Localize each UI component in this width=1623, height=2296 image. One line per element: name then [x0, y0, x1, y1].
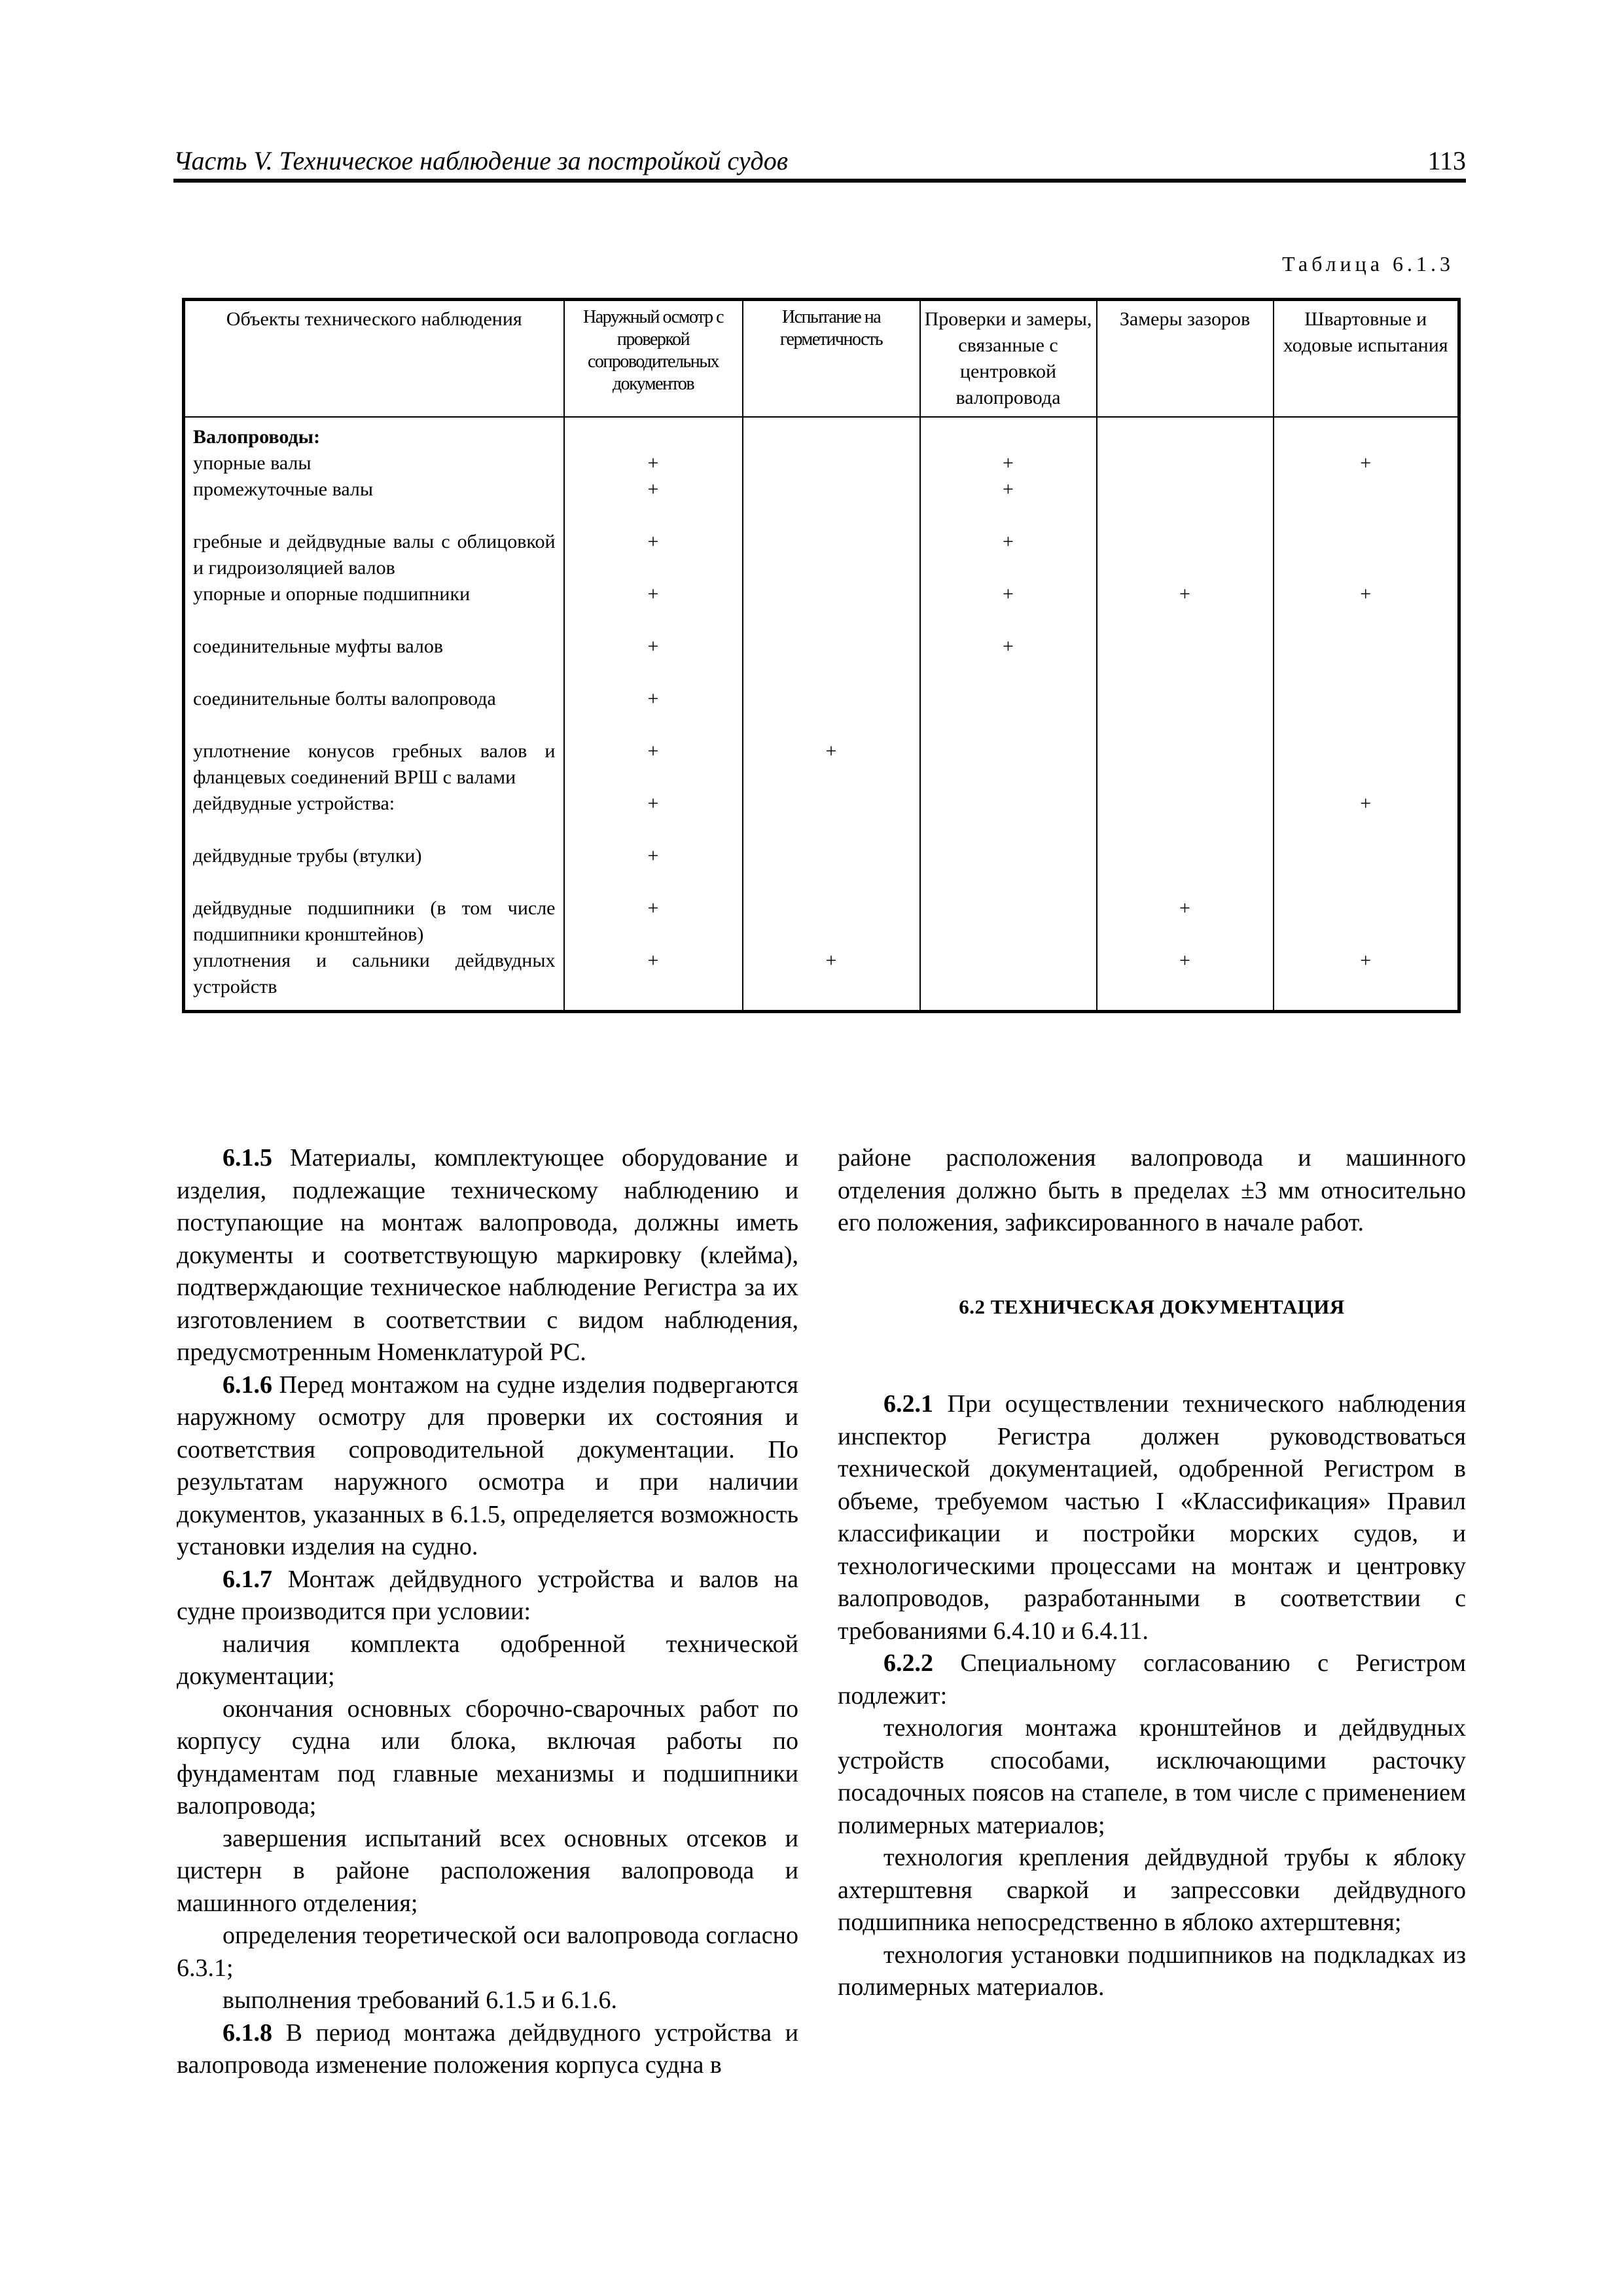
running-title: Часть V. Техническое наблюдение за постройкой судов [173, 146, 789, 175]
paragraph-condition: завершения испытаний всех основных отсеков и цистерн в районе расположения валопровода и машинного отделения; [177, 1824, 798, 1917]
paragraph-continuation: районе расположения валопровода и машинного отделения должно быть в пределах ±3 мм относительно его положения, зафиксированного в начале работ. [838, 1144, 1466, 1236]
paragraph-6-1-7 [177, 1564, 798, 1628]
table-row-label: соединительные муфты валов [193, 636, 444, 657]
clause-number: 6.1.8 [223, 2018, 272, 2047]
table-caption: Таблица 6.1.3 [1282, 252, 1454, 276]
marks-col-2 [743, 417, 920, 1012]
table-cell-mark [1274, 738, 1458, 791]
table-cell-mark [1097, 476, 1273, 529]
table-cell-mark [1097, 843, 1273, 895]
table-cell-mark: + [825, 950, 837, 971]
clause-number: 6.1.6 [223, 1371, 272, 1399]
table-cell-mark [743, 529, 919, 581]
table-cell-mark [1274, 843, 1458, 895]
clause-number: 6.2.2 [883, 1649, 933, 1677]
table-cell-mark [1274, 895, 1458, 948]
column-header-tightness-test: Испытание на герметичность [743, 300, 920, 418]
table-row-label: промежуточные валы [193, 478, 374, 500]
table-cell-mark [1097, 529, 1273, 581]
table-cell-mark [1097, 686, 1273, 738]
column-header-visual-inspection: Наружный осмотр с проверкой сопроводительных документов [564, 300, 743, 418]
paragraph-text: Монтаж дейдвудного устройства и валов на судне производится при условии: [177, 1565, 798, 1625]
table-cell-mark: + [647, 897, 659, 919]
table-row-label: уплотнение конусов гребных валов и фланцевых соединений ВРШ с валами [193, 740, 556, 788]
table-cell-mark: + [825, 740, 837, 762]
section-heading: 6.2 ТЕХНИЧЕСКАЯ ДОКУМЕНТАЦИЯ [959, 1295, 1345, 1318]
table-cell-mark [921, 948, 1096, 1010]
paragraph-6-2-1 [838, 1388, 1466, 1647]
table-header-row [184, 300, 1459, 418]
paragraph-condition: наличия комплекта одобренной технической документации; [177, 1630, 798, 1690]
paragraph-condition: определения теоретической оси валопровода согласно 6.3.1; [177, 1922, 798, 1982]
table-cell-mark: + [1003, 478, 1014, 500]
table-body-row [184, 417, 1459, 1012]
table-row-label: дейдвудные трубы (втулки) [193, 845, 422, 867]
table-row-label: упорные валы [193, 452, 312, 474]
right-text-column [838, 1142, 1466, 2004]
table-cell-mark [1274, 686, 1458, 738]
table-cell-mark: + [647, 636, 659, 657]
table-cell-mark [921, 791, 1096, 843]
table-row-label: дейдвудные подшипники (в том числе подшипники кронштейнов) [193, 897, 556, 945]
table-cell-mark: + [1179, 583, 1190, 605]
table-cell-mark: + [1003, 452, 1014, 474]
marks-col-3 [920, 417, 1097, 1012]
paragraph-text: Специальному согласованию с Регистром подлежит: [838, 1649, 1466, 1710]
paragraph-6-1-5 [177, 1142, 798, 1369]
paragraph-text: Перед монтажом на судне изделия подвергаются наружному осмотру для проверки их состояния и соответствия сопроводительной документации. По результатам наружного осмотра и при наличии документов, указанных в 6.1.5, определяется возможность установки изделия на судно. [177, 1371, 798, 1560]
table-cell-mark [1274, 634, 1458, 686]
table-cell-mark [1097, 791, 1273, 843]
table-cell-mark: + [1360, 583, 1372, 605]
column-header-alignment-checks: Проверки и замеры, связанные с центровкой валопровода [920, 300, 1097, 418]
group-title: Валопроводы: [193, 426, 321, 448]
table-cell-mark: + [647, 478, 659, 500]
table-cell-mark: + [1003, 583, 1014, 605]
paragraph-condition: выполнения требований 6.1.5 и 6.1.6. [223, 1986, 618, 2014]
table-cell-mark [1097, 634, 1273, 686]
table-cell-mark [743, 581, 919, 634]
left-text-column [177, 1142, 798, 2082]
paragraph-text: Материалы, комплектующее оборудование и изделия, подлежащие техническому наблюдению и поступающие на монтаж валопровода, должны иметь документы и соответствующую маркировку (клейма), подтверждающие техническое наблюдение Регистра за их изготовлением в соответствии с видом наблюдения, предусмотренным Номенклатурой РС. [177, 1144, 798, 1366]
table-cell-mark [921, 843, 1096, 895]
table-cell-mark [743, 450, 919, 476]
table-cell-mark: + [1003, 531, 1014, 552]
table-cell-mark: + [647, 793, 659, 814]
clause-number: 6.2.1 [883, 1390, 933, 1418]
table-cell-mark: + [647, 740, 659, 762]
objects-list [193, 450, 556, 1010]
table-cell-mark [1274, 529, 1458, 581]
column-header-clearance: Замеры зазоров [1097, 300, 1274, 418]
paragraph-technology: технология установки подшипников на подкладках из полимерных материалов. [838, 1941, 1466, 2001]
table-row-label: дейдвудные устройства: [193, 793, 395, 814]
table-cell-mark [1097, 738, 1273, 791]
table-cell-mark [743, 843, 919, 895]
marks-col-5 [1274, 417, 1459, 1012]
running-header [173, 141, 1466, 183]
table-cell-mark: + [1179, 950, 1190, 971]
table-row-label: соединительные болты валопровода [193, 688, 496, 709]
table-cell-mark [1097, 450, 1273, 476]
marks-col-1 [564, 417, 743, 1012]
table-cell-mark [743, 791, 919, 843]
table-cell-mark [921, 686, 1096, 738]
column-header-objects: Объекты технического наблюдения [184, 300, 564, 418]
objects-column [184, 417, 564, 1012]
paragraph-6-1-8 [177, 2017, 798, 2082]
paragraph-6-1-6 [177, 1369, 798, 1564]
inspection-table [182, 298, 1461, 1013]
table-cell-mark [921, 895, 1096, 948]
paragraph-condition: окончания основных сборочно-сварочных работ по корпусу судна или блока, включая работы по фундаментам под главные механизмы и подшипники валопровода; [177, 1695, 798, 1820]
column-header-sea-trials: Швартовные и ходовые испытания [1274, 300, 1459, 418]
table-cell-mark [743, 686, 919, 738]
table-cell-mark: + [1179, 897, 1190, 919]
table-cell-mark: + [647, 950, 659, 971]
clause-number: 6.1.7 [223, 1565, 272, 1593]
table-cell-mark: + [647, 845, 659, 867]
paragraph-technology: технология монтажа кронштейнов и дейдвудных устройств способами, исключающими расточку посадочных поясов на стапеле, в том числе с применением полимерных материалов; [838, 1714, 1466, 1839]
table-cell-mark [1274, 476, 1458, 529]
table-cell-mark: + [1360, 950, 1372, 971]
paragraph-6-2-2 [838, 1647, 1466, 1712]
table-cell-mark: + [1360, 452, 1372, 474]
table-cell-mark: + [1003, 636, 1014, 657]
marks-col-4 [1097, 417, 1274, 1012]
paragraph-technology: технология крепления дейдвудной трубы к яблоку ахтерштевня сваркой и запрессовки дейдвудного подшипника непосредственно в яблоко ахтерштевня; [838, 1844, 1466, 1936]
clause-number: 6.1.5 [223, 1144, 272, 1172]
table-cell-mark [743, 634, 919, 686]
table-cell-mark: + [647, 583, 659, 605]
page-number: 113 [1427, 146, 1466, 175]
table-row-label: упорные и опорные подшипники [193, 583, 471, 605]
paragraph-text: В период монтажа дейдвудного устройства и валопровода изменение положения корпуса судна в [177, 2018, 798, 2079]
table-cell-mark: + [647, 688, 659, 709]
table-cell-mark [743, 895, 919, 948]
table-cell-mark [743, 476, 919, 529]
table-cell-mark: + [647, 452, 659, 474]
table-row-label: гребные и дейдвудные валы с облицовкой и гидроизоляцией валов [193, 531, 556, 579]
table-cell-mark: + [1360, 793, 1372, 814]
paragraph-text: При осуществлении технического наблюдения инспектор Регистра должен руководствоваться технической документацией, одобренной Регистром в объеме, требуемом частью I «Классификация» Правил классификации и постройки морских судов, и технологическими процессами на монтаж и центровку валопроводов, разработанными в соответствии с требованиями 6.4.10 и 6.4.11. [838, 1390, 1466, 1645]
table-cell-mark: + [647, 531, 659, 552]
table-row-label: уплотнения и сальники дейдвудных устройств [193, 950, 556, 997]
table-cell-mark [921, 738, 1096, 791]
